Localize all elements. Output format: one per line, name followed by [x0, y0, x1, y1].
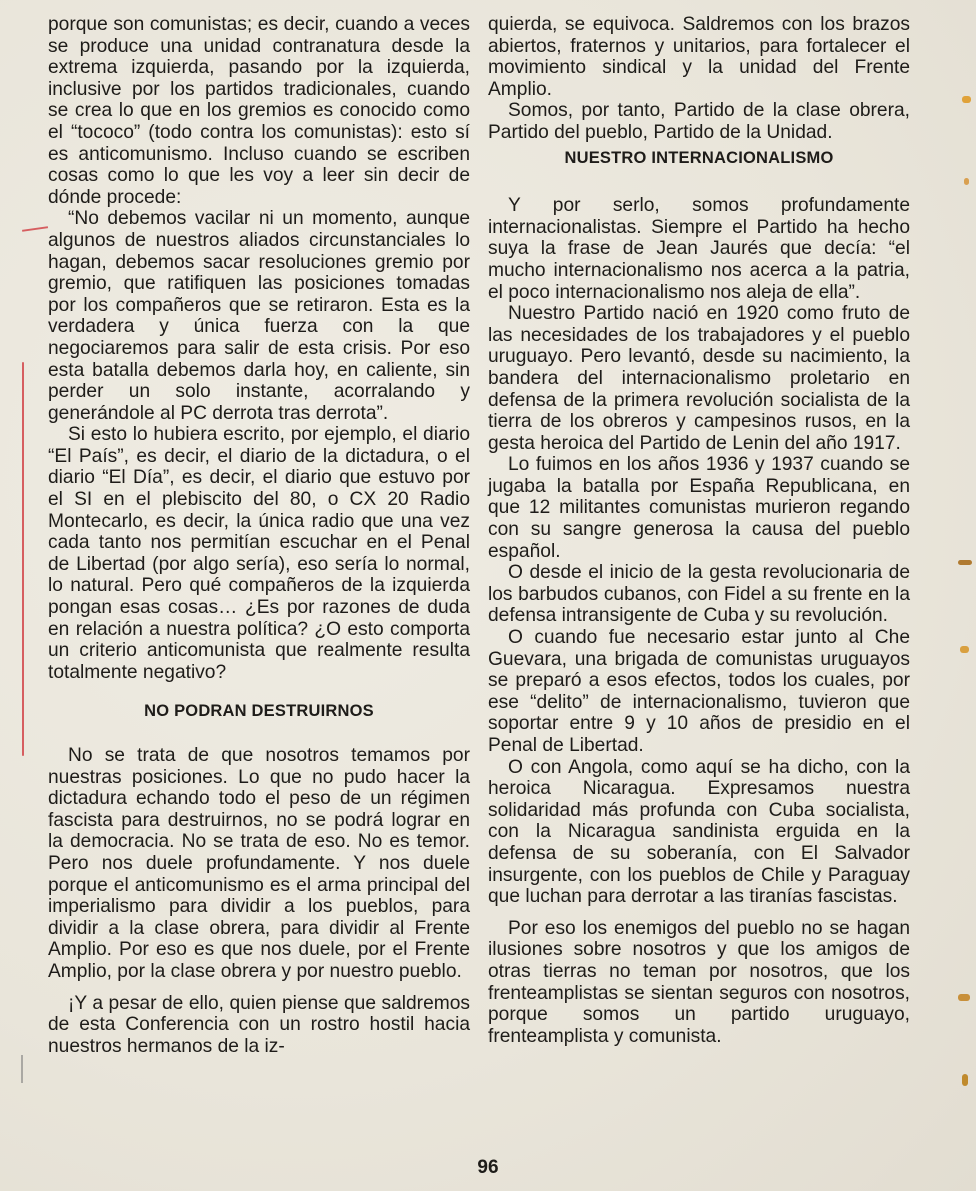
- paragraph: Lo fuimos en los años 1936 y 1937 cuando se jugaba la batalla por España Republicana, en que 12 militantes comunistas murieron regando con su sangre generosa la causa del pueblo español.: [488, 454, 910, 562]
- paragraph: porque son comunistas; es decir, cuando a veces se produce una unidad contranatura desde la extrema izquierda, pasando por la izquierda, inclusive por los partidos tradicionales, cuando se crea lo que en los gremios es conocido como el “tococo” (todo contra los comunistas): esto sí es anticomunismo. Incluso cuando se escriben cosas como lo que les voy a leer sin decir de dónde procede:: [48, 14, 470, 208]
- red-margin-tick: [22, 226, 48, 231]
- paragraph: quierda, se equivoca. Saldremos con los brazos abiertos, fraternos y unitarios, para fortalecer el movimiento sindical y la unidad del Frente Amplio.: [488, 14, 910, 100]
- section-heading: NUESTRO INTERNACIONALISMO: [564, 148, 834, 167]
- quoted-paragraph: “No debemos vacilar ni un momento, aunque algunos de nuestros aliados circunstanciales lo hagan, debemos sacar resoluciones gremio por gremio, que ratifiquen las posiciones tomadas por los compañeros que se retiraron. Esta es la verdadera y única fuerza con la que negociaremos para salir de esta crisis. Por eso esta batalla debemos darla hoy, en caliente, sin perder un solo instante, acorralando y generándole al PC derrota tras derrota”.: [48, 208, 470, 424]
- right-column: [488, 14, 910, 1047]
- red-margin-line: [22, 362, 24, 756]
- edge-stain: [964, 178, 969, 185]
- paragraph: O cuando fue necesario estar junto al Che Guevara, una brigada de comunistas uruguayos se preparó a esos efectos, todos los cuales, por ese “delito” de internacionalismo, tuvieron que soportar entre 9 y 10 años de presidio en el Penal de Libertad.: [488, 627, 910, 756]
- edge-stain: [960, 646, 969, 653]
- paragraph: Si esto lo hubiera escrito, por ejemplo, el diario “El País”, es decir, el diario de la dictadura, o el diario “El Día”, es decir, el diario que estuvo por el SI en el plebiscito del 80, o CX 20 Radio Montecarlo, es decir, la única radio que una vez cada tanto nos permitían escuchar en el Penal de Libertad (por algo sería), eso sería lo normal, lo natural. Pero qué compañeros de la izquierda pongan esas cosas… ¿Es por razones de duda en relación a nuestra política? ¿O esto comporta un criterio anticomunista que realmente resulta totalmente negativo?: [48, 424, 470, 683]
- edge-stain: [958, 994, 970, 1001]
- paragraph: O con Angola, como aquí se ha dicho, con la heroica Nicaragua. Expresamos nuestra solidaridad más profunda con Cuba socialista, con la Nicaragua sandinista erguida en la defensa de su soberanía, con El Salvador insurgente, con los pueblos de Chile y Paraguay que luchan para derrotar a las tiranías fascistas.: [488, 756, 910, 908]
- paragraph: O desde el inicio de la gesta revolucionaria de los barbudos cubanos, con Fidel a su frente en la defensa intransigente de Cuba y su revolución.: [488, 562, 910, 627]
- pencil-margin-mark: [21, 1055, 23, 1083]
- edge-stain: [958, 560, 972, 565]
- paragraph: Somos, por tanto, Partido de la clase obrera, Partido del pueblo, Partido de la Unidad.: [488, 100, 910, 143]
- left-column: [48, 14, 470, 1057]
- paragraph: No se trata de que nosotros temamos por nuestras posiciones. Lo que no pudo hacer la dictadura echando todo el peso de un régimen fascista para destruirnos, no se podrá lograr en la democracia. No se trata de eso. No es temor. Pero nos duele profundamente. Y nos duele porque el anticomunismo es el arma principal del imperialismo para dividir a los pueblos, para dividir a la clase obrera, para dividir al Frente Amplio. Por eso es que nos duele, por el Frente Amplio, por la clase obrera y por nuestro pueblo.: [48, 745, 470, 982]
- edge-stain: [962, 96, 971, 103]
- paragraph: Y por serlo, somos profundamente internacionalistas. Siempre el Partido ha hecho suya la frase de Jean Jaurés que decía: “el mucho internacionalismo nos acerca a la patria, el poco internacionalismo nos aleja de ella”.: [488, 195, 910, 303]
- page-number: 96: [477, 1157, 499, 1178]
- section-heading: NO PODRAN DESTRUIRNOS: [144, 702, 374, 721]
- paragraph: Por eso los enemigos del pueblo no se hagan ilusiones sobre nosotros y que los amigos de otras tierras no teman por nosotros, que los frenteamplistas se sientan seguros con nosotros, porque somos un partido uruguayo, frenteamplista y comunista.: [488, 917, 910, 1047]
- edge-stain: [962, 1074, 968, 1086]
- paragraph: ¡Y a pesar de ello, quien piense que saldremos de esta Conferencia con un rostro hostil hacia nuestros hermanos de la iz-: [48, 992, 470, 1057]
- paragraph: Nuestro Partido nació en 1920 como fruto de las necesidades de los trabajadores y el pueblo uruguayo. Pero levantó, desde su nacimiento, la bandera del internacionalismo proletario en defensa de la primera revolución socialista de la tierra de los obreros y campesinos rusos, en la gesta heroica del Partido de Lenin del año 1917.: [488, 303, 910, 454]
